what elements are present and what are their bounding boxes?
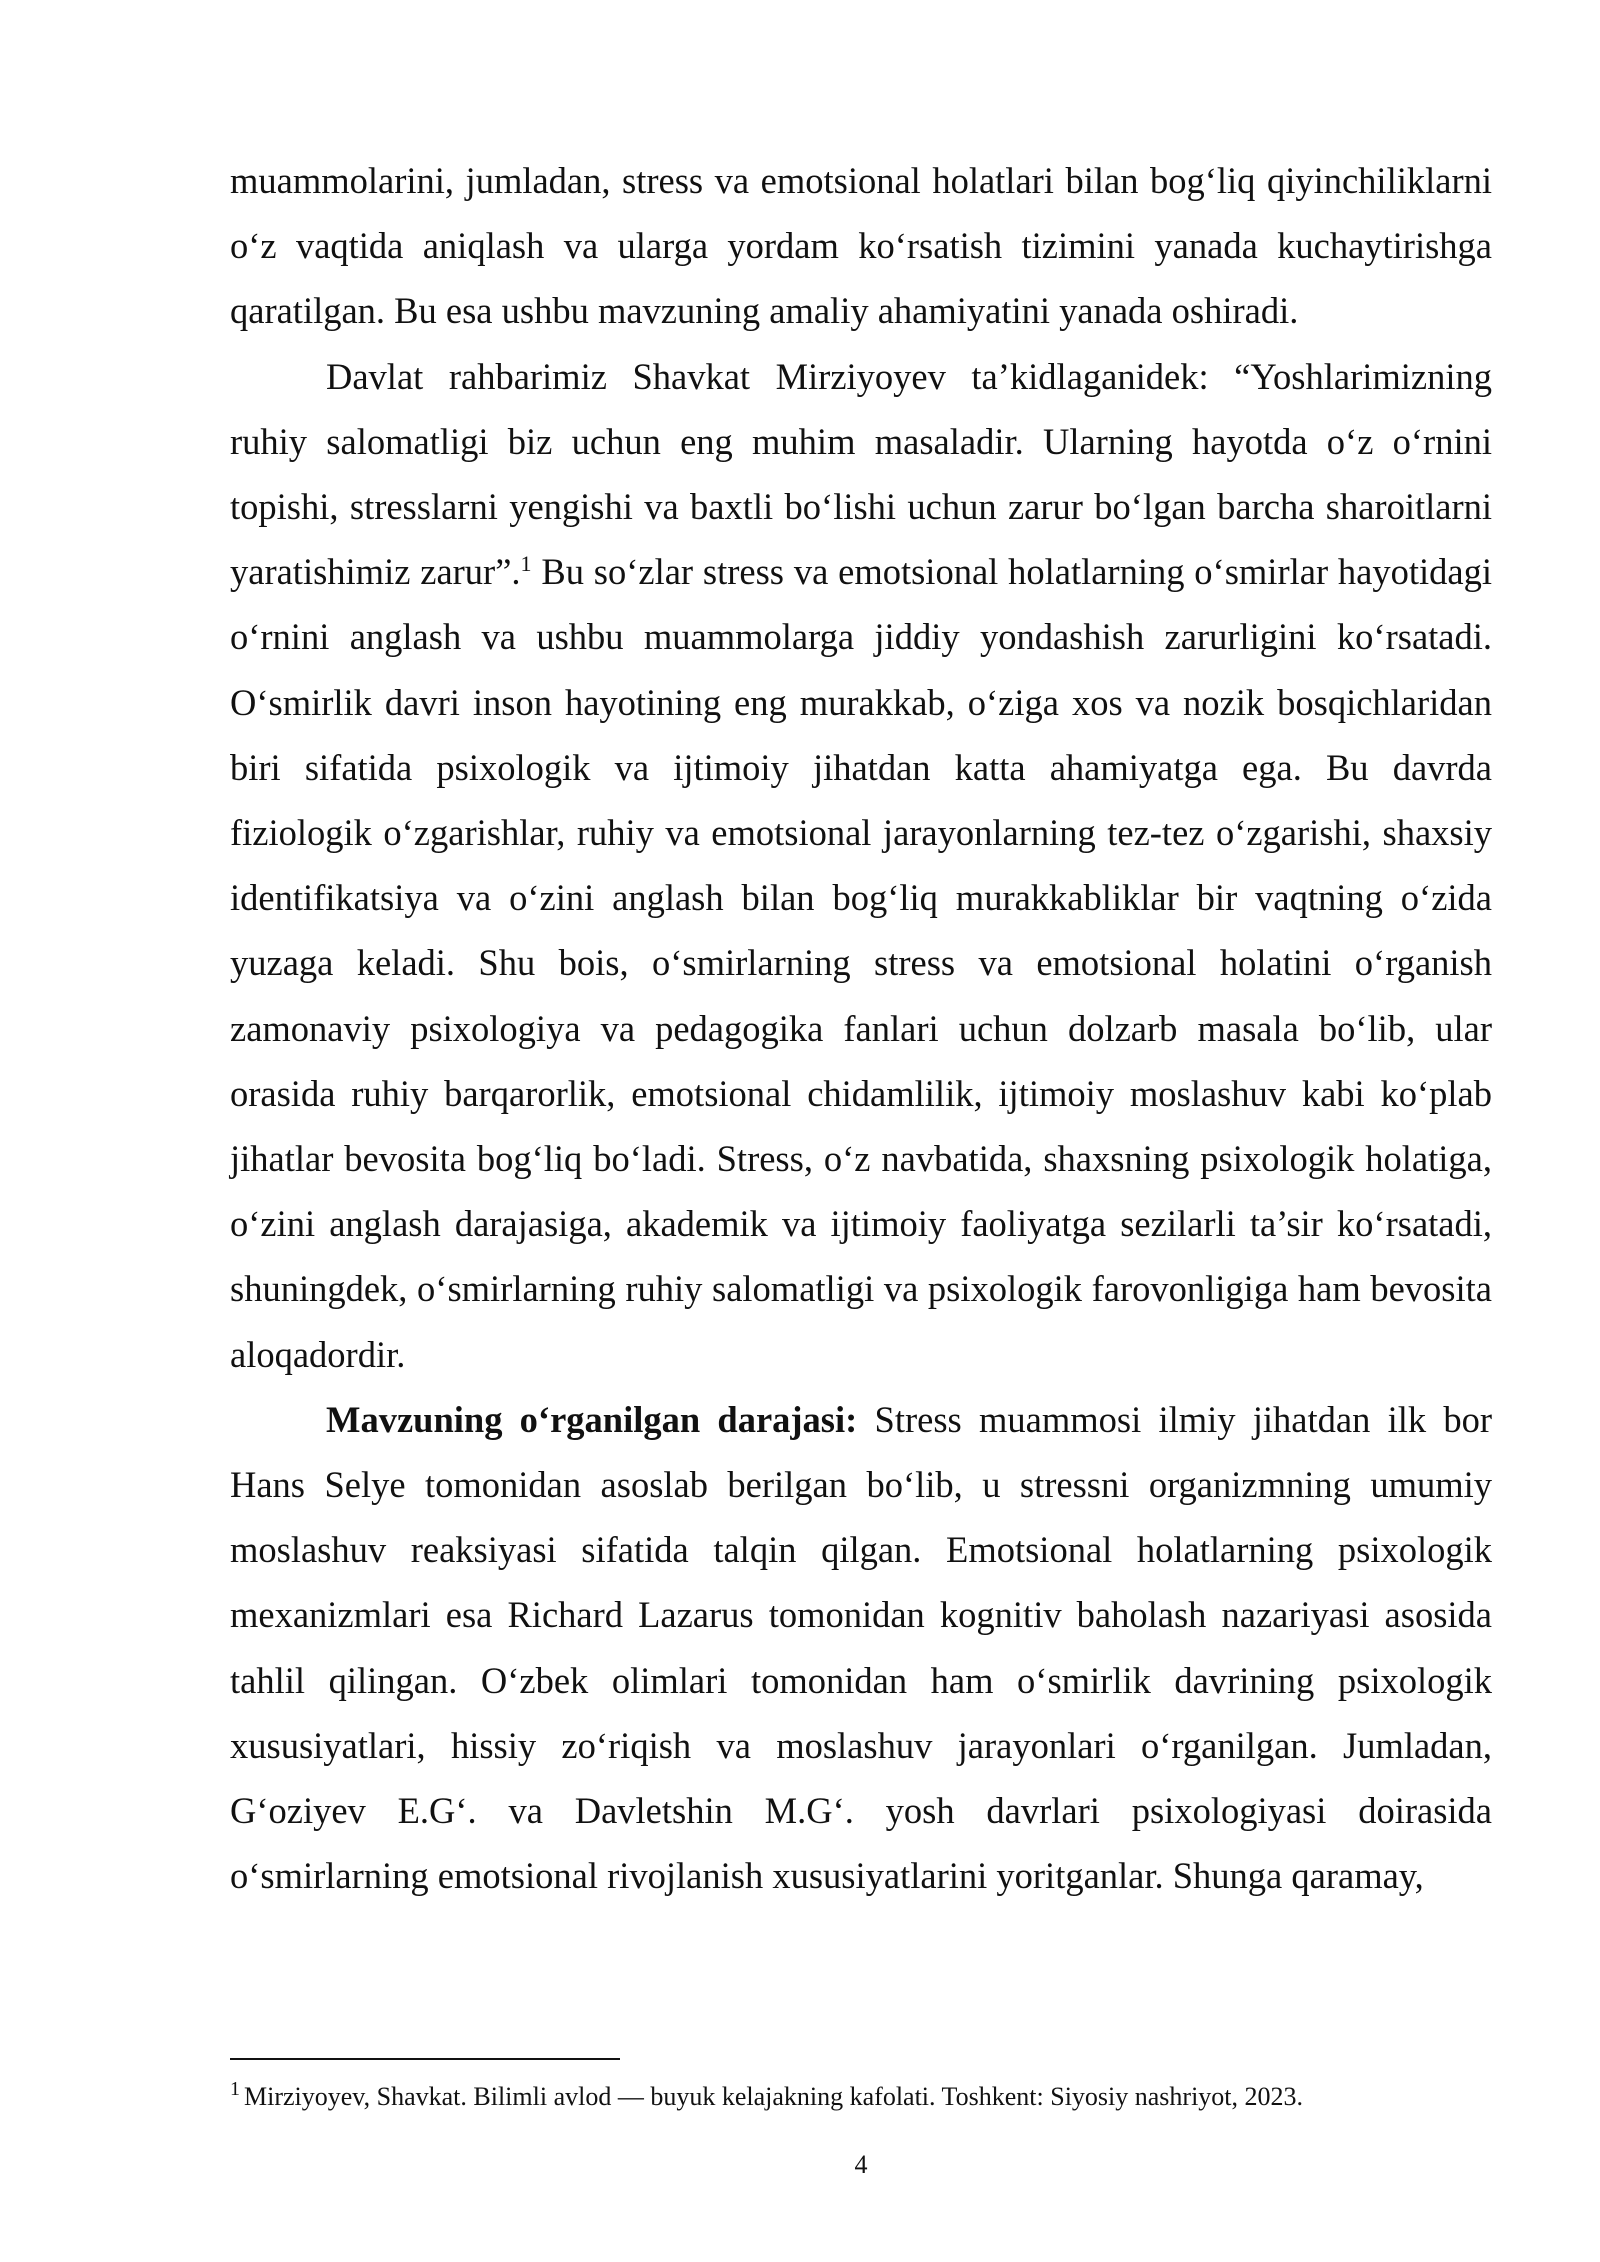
- section-heading: Mavzuning o‘rganilgan darajasi:: [326, 1398, 858, 1440]
- footnote-reference[interactable]: 1: [520, 551, 532, 577]
- quote-text: Davlat rahbarimiz Shavkat Mirziyoyev ta’kidlaganidek: “Yoshlarimizning ruhiy salomatligi biz uchun eng muhim masaladir. Ularning hayotda o‘z o‘rnini topishi, stresslarni yengishi va baxtli bo‘lishi uchun zarur bo‘lgan barcha sharoitlarni yaratishimiz zarur”.: [230, 355, 1492, 593]
- footnote-separator: [230, 2058, 620, 2060]
- paragraph-3: [230, 1387, 1492, 1909]
- paragraph-3-text: Stress muammosi ilmiy jihatdan ilk bor Hans Selye tomonidan asoslab berilgan bo‘lib, u stressni organizmning umumiy moslashuv reaksiyasi sifatida talqin qilgan. Emotsional holatlarning psixologik mexanizmlari esa Richard Lazarus tomonidan kognitiv baholash nazariyasi asosida tahlil qilingan. O‘zbek olimlari tomonidan ham o‘smirlik davrining psixologik xususiyatlari, hissiy zo‘riqish va moslashuv jarayonlari o‘rganilgan. Jumladan, G‘oziyev E.G‘. va Davletshin M.G‘. yosh davrlari psixologiyasi doirasida o‘smirlarning emotsional rivojlanish xususiyatlarini yoritganlar. Shunga qaramay,: [230, 1398, 1492, 1897]
- footnote: [230, 2080, 1492, 2114]
- paragraph-2-text: Bu so‘zlar stress va emotsional holatlarning o‘smirlar hayotidagi o‘rnini anglash va ushbu muammolarga jiddiy yondashish zarurligini ko‘rsatadi. O‘smirlik davri inson hayotining eng murakkab, o‘ziga xos va nozik bosqichlaridan biri sifatida psixologik va ijtimoiy jihatdan katta ahamiyatga ega. Bu davrda fiziologik o‘zgarishlar, ruhiy va emotsional jarayonlarning tez-tez o‘zgarishi, shaxsiy identifikatsiya va o‘zini anglash bilan bog‘liq murakkabliklar bir vaqtning o‘zida yuzaga keladi. Shu bois, o‘smirlarning stress va emotsional holatini o‘rganish zamonaviy psixologiya va pedagogika fanlari uchun dolzarb masala bo‘lib, ular orasida ruhiy barqarorlik, emotsional chidamlilik, ijtimoiy moslashuv kabi ko‘plab jihatlar bevosita bog‘liq bo‘ladi. Stress, o‘z navbatida, shaxsning psixologik holatiga, o‘zini anglash darajasiga, akademik va ijtimoiy faoliyatga sezilarli ta’sir ko‘rsatadi, shuningdek, o‘smirlarning ruhiy salomatligi va psixologik farovonligiga ham bevosita aloqadordir.: [230, 551, 1492, 1375]
- footnote-number: 1: [230, 2078, 240, 2101]
- paragraph-1: muammolarini, jumladan, stress va emotsional holatlari bilan bog‘liq qiyinchiliklarni o‘z vaqtida aniqlash va ularga yordam ko‘rsatish tizimini yanada kuchaytirishga qaratilgan. Bu esa ushbu mavzuning amaliy ahamiyatini yanada oshiradi.: [230, 160, 1492, 332]
- footnote-text: Mirziyoyev, Shavkat. Bilimli avlod — buyuk kelajakning kafolati. Toshkent: Siyosiy nashriyot, 2023.: [244, 2082, 1304, 2111]
- page-number: 4: [854, 2150, 868, 2179]
- paragraph-2: [230, 344, 1492, 1387]
- body-text: [230, 148, 1492, 1908]
